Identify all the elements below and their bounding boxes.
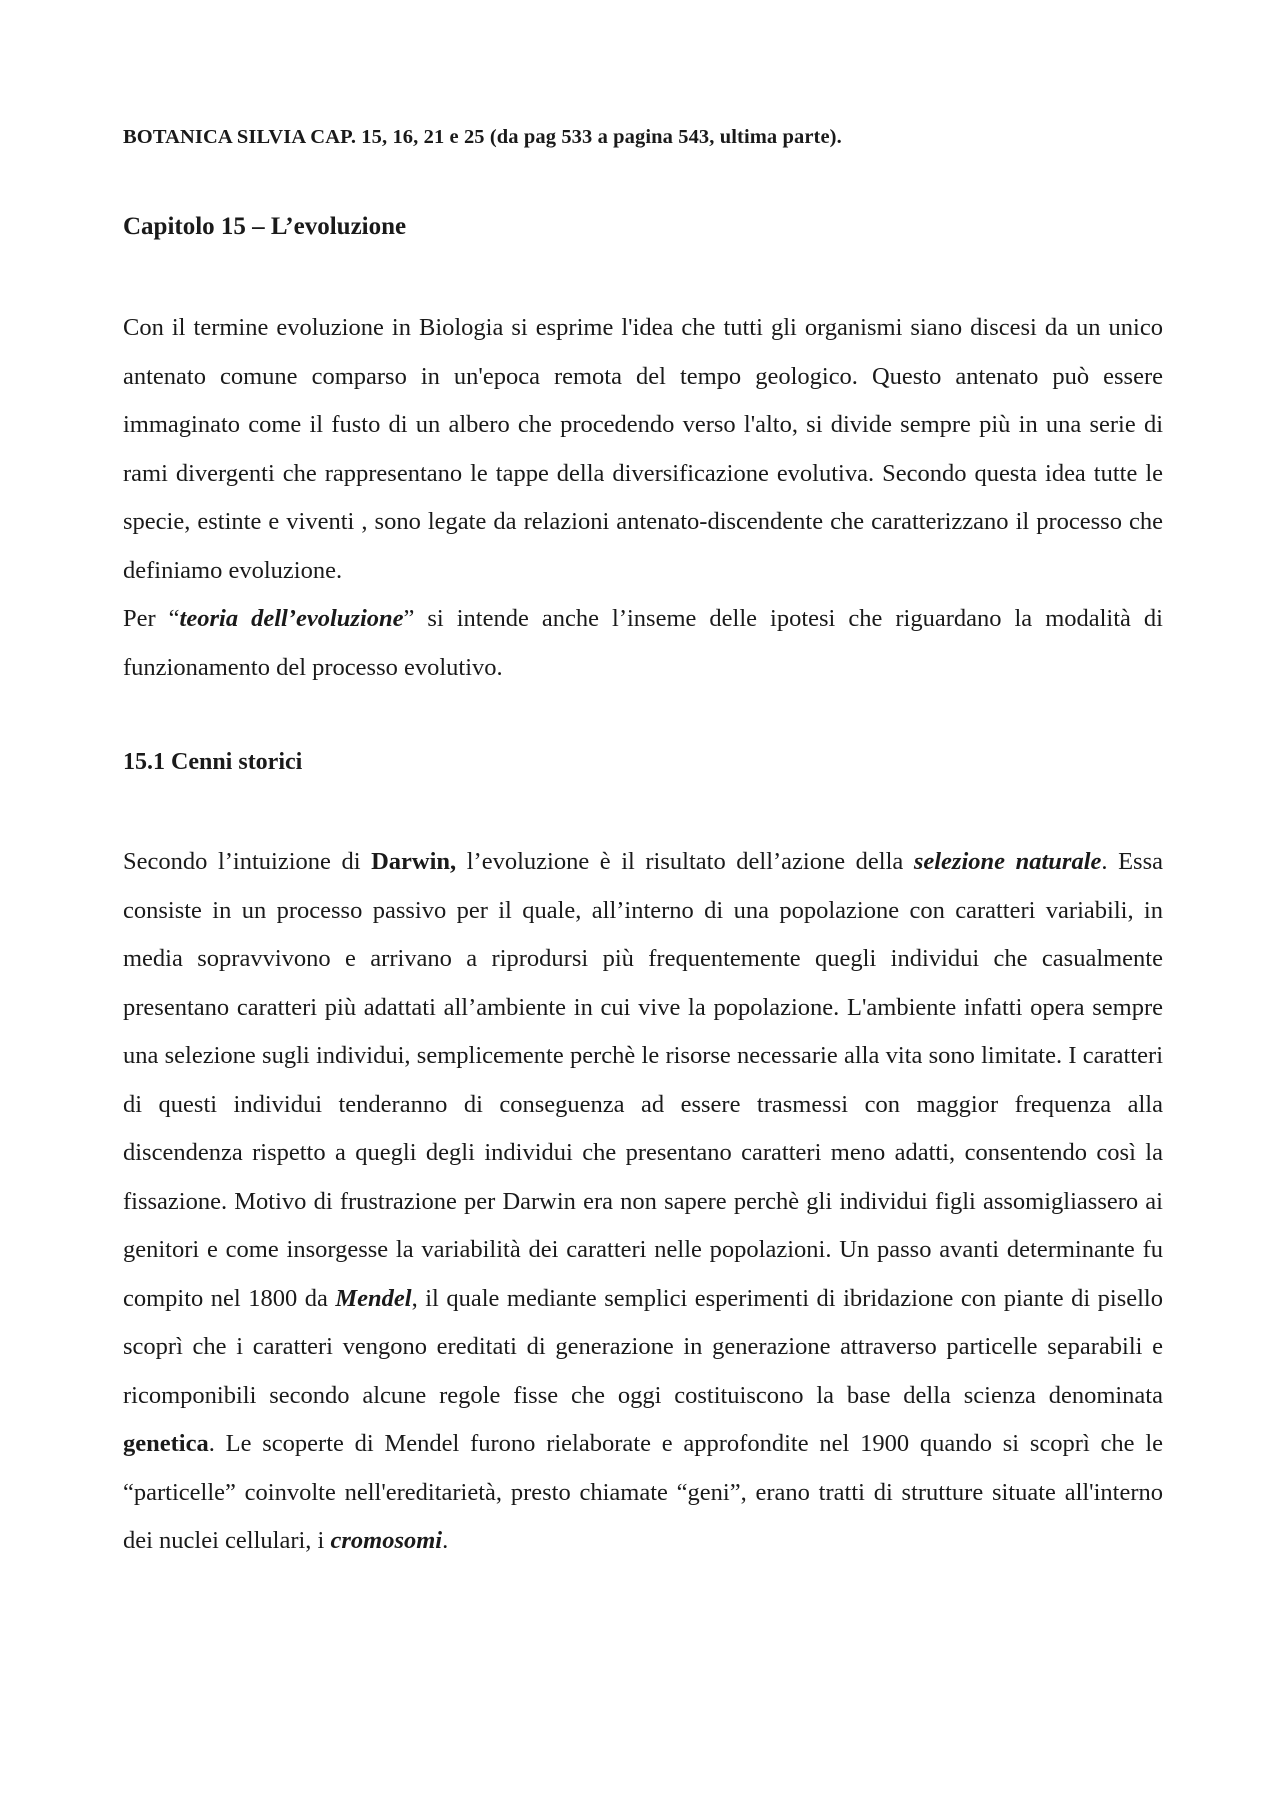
history-text-4: , il quale mediante semplici esperimenti di ibridazione con piante di pisello scoprì che i caratteri vengono ereditati di generazione in generazione attraverso particelle separabili e ricomponibili secondo alcune regole fisse che oggi costituiscono la base della scienza denominata	[123, 1284, 1163, 1409]
document-header: BOTANICA SILVIA CAP. 15, 16, 21 e 25 (da pag 533 a pagina 543, ultima parte).	[123, 126, 842, 148]
term-mendel: Mendel	[335, 1284, 412, 1312]
chapter-title: Capitolo 15 – L’evoluzione	[123, 213, 407, 240]
history-text-2: l’evoluzione è il risultato dell’azione della	[456, 848, 914, 875]
term-evolution-theory: teoria dell’evoluzione	[179, 605, 404, 632]
term-genetics: genetica	[123, 1430, 209, 1457]
history-text-3: . Essa consiste in un processo passivo per il quale, all’interno di una popolazione con caratteri variabili, in media sopravvivono e arrivano a riprodursi più frequentemente quegli individui che casualmente presentano caratteri più adattati all’ambiente in cui vive la popolazione. L'ambiente infatti opera sempre una selezione sugli individui, semplicemente perchè le risorse necessarie alla vita sono limitate. I caratteri di questi individui tenderanno di conseguenza ad essere trasmessi con maggior frequenza alla discendenza rispetto a quegli degli individui che presentano caratteri meno adatti, consentendo così la fissazione. Motivo di frustrazione per Darwin era non sapere perchè gli individui figli assomigliassero ai genitori e come insorgesse la variabilità dei caratteri nelle popolazioni. Un passo avanti determinante fu compito nel 1800 da	[123, 848, 1163, 1312]
history-text-6: .	[442, 1527, 449, 1554]
section-title: 15.1 Cenni storici	[123, 749, 303, 775]
history-text-5: . Le scoperte di Mendel furono rielaborate e approfondite nel 1900 quando si scoprì che le “particelle” coinvolte nell'ereditarietà, presto chiamate “geni”, erano tratti di strutture situate all'interno dei nuclei cellulari, i	[123, 1430, 1163, 1554]
intro-text-2-after: ” si intende anche l’inseme delle ipotesi che riguardano la modalità di funzionamento del processo evolutivo.	[123, 605, 1163, 681]
history-text-1: Secondo l’intuizione di	[123, 848, 372, 875]
intro-text: Con il termine evoluzione in Biologia si esprime l'idea che tutti gli organismi siano discesi da un unico antenato comune comparso in un'epoca remota del tempo geologico. Questo antenato può essere immaginato come il fusto di un albero che procedendo verso l'alto, si divide sempre più in una serie di rami divergenti che rappresentano le tappe della diversificazione evolutiva. Secondo questa idea tutte le specie, estinte e viventi , sono legate da relazioni antenato-discendente che caratterizzano il processo che definiamo evoluzione.	[123, 314, 1163, 584]
intro-text-2-before: Per “	[123, 605, 180, 632]
intro-paragraph	[123, 304, 1163, 692]
term-darwin: Darwin,	[371, 848, 457, 875]
history-paragraph	[123, 838, 1163, 1566]
term-natural-selection: selezione naturale	[913, 848, 1102, 875]
term-chromosomes: cromosomi	[330, 1527, 443, 1554]
